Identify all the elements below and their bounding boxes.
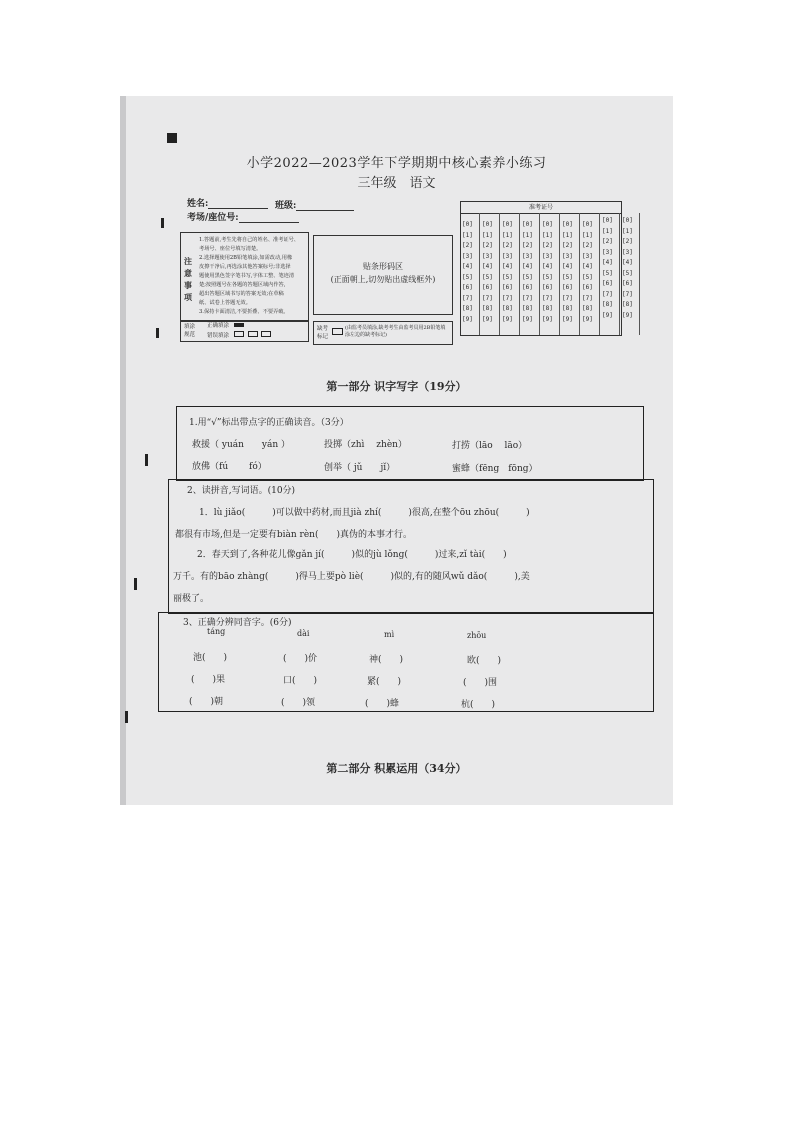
q2-line[interactable]: 2．春天到了,各种花儿像gǎn jí( )似的jù lǒng( )过来,zǐ tài( ) xyxy=(197,550,507,560)
registration-mark xyxy=(125,711,128,723)
exam-digit-bubble[interactable]: [1] xyxy=(522,231,533,239)
exam-digit-bubble[interactable]: [2] xyxy=(602,238,613,245)
exam-digit-bubble[interactable]: [2] xyxy=(562,242,573,249)
question3-box xyxy=(158,612,654,712)
exam-digit-bubble[interactable]: [0] xyxy=(542,221,553,228)
exam-digit-bubble[interactable]: [1] xyxy=(622,227,633,235)
q3-pinyin: zhōu xyxy=(467,631,487,640)
class-blank[interactable] xyxy=(296,210,354,211)
question3-title: 3、正确分辨同音字。(6分) xyxy=(183,618,292,628)
exam-digit-bubble[interactable]: [7] xyxy=(522,294,533,302)
fill-rule-label: 填涂规范 xyxy=(184,324,196,338)
exam-digit-bubble[interactable]: [5] xyxy=(562,273,573,281)
name-blank[interactable] xyxy=(208,208,268,209)
absent-checkbox[interactable] xyxy=(332,328,343,335)
exam-digit-bubble[interactable]: [7] xyxy=(602,290,613,298)
exam-digit-bubble[interactable]: [1] xyxy=(462,231,473,239)
exam-digit-bubble[interactable]: [4] xyxy=(562,263,573,270)
exam-number-column xyxy=(540,213,560,335)
exam-digit-bubble[interactable]: [9] xyxy=(482,315,493,323)
registration-mark xyxy=(167,133,177,143)
question1-title: 1.用“√”标出带点字的正确读音。（3分） xyxy=(189,418,349,428)
exam-digit-bubble[interactable]: [2] xyxy=(502,242,513,249)
exam-digit-bubble[interactable]: [9] xyxy=(562,315,573,323)
q3-item[interactable]: ( )围 xyxy=(463,678,498,688)
exam-number-column xyxy=(500,213,520,335)
q3-item[interactable]: ( )蜂 xyxy=(365,699,400,709)
notice-text xyxy=(199,236,305,317)
exam-digit-bubble[interactable]: [6] xyxy=(542,284,553,291)
exam-number-column xyxy=(480,213,500,335)
exam-digit-bubble[interactable]: [9] xyxy=(522,315,533,323)
q2-line[interactable]: 都很有市场,但是一定要有biàn rèn( )真伪的本事才行。 xyxy=(175,530,412,540)
exam-digit-bubble[interactable]: [4] xyxy=(582,263,593,270)
exam-digit-bubble[interactable]: [7] xyxy=(502,294,513,302)
exam-digit-bubble[interactable]: [3] xyxy=(602,248,613,256)
q3-item[interactable]: 欧( ) xyxy=(467,656,502,666)
exam-digit-bubble[interactable]: [6] xyxy=(562,284,573,291)
exam-digit-bubble[interactable]: [2] xyxy=(622,238,633,245)
notice-line: 3.保持卡面清洁,不要折叠、不要弄破。 xyxy=(199,309,289,315)
exam-number-column xyxy=(580,213,600,335)
exam-subtitle: 三年级 语文 xyxy=(357,176,436,191)
notice-line: 2.选择题使用2B铅笔填涂,如需改动,用橡 xyxy=(199,255,293,261)
registration-mark xyxy=(156,328,159,338)
wrong-fill-label: 错误填涂 xyxy=(207,333,230,339)
exam-digit-bubble[interactable]: [0] xyxy=(462,221,473,228)
wrong-mark-icon xyxy=(261,331,271,337)
notice-line: 皮擦干净后,再选涂其他答案标号;非选择 xyxy=(199,264,291,270)
exam-number-column xyxy=(560,213,580,335)
exam-digit-bubble[interactable]: [0] xyxy=(482,221,493,228)
exam-digit-bubble[interactable]: [8] xyxy=(582,305,593,312)
seat-blank[interactable] xyxy=(239,222,299,223)
exam-digit-bubble[interactable]: [1] xyxy=(602,227,613,235)
exam-digit-bubble[interactable]: [3] xyxy=(562,252,573,260)
exam-digit-bubble[interactable]: [6] xyxy=(602,280,613,287)
wrong-fill-example xyxy=(207,331,271,340)
exam-title: 小学2022—2023学年下学期期中核心素养小练习 xyxy=(246,156,547,171)
exam-digit-bubble[interactable]: [9] xyxy=(622,311,633,319)
q3-item[interactable]: 杭( ) xyxy=(461,700,496,710)
q2-line[interactable]: 万千。有的bāo zhàng( )得马上要pò liè( )似的,有的随风wǔ dǎo( ),美 xyxy=(173,572,530,582)
exam-digit-bubble[interactable]: [8] xyxy=(462,305,473,312)
exam-digit-bubble[interactable]: [5] xyxy=(542,273,553,281)
name-field xyxy=(187,196,268,209)
q3-pinyin: dài xyxy=(297,629,310,638)
exam-digit-bubble[interactable]: [8] xyxy=(622,301,633,308)
exam-digit-bubble[interactable]: [4] xyxy=(482,263,493,270)
exam-digit-bubble[interactable]: [3] xyxy=(502,252,513,260)
exam-digit-bubble[interactable]: [7] xyxy=(582,294,593,302)
exam-digit-bubble[interactable]: [2] xyxy=(582,242,593,249)
exam-digit-bubble[interactable]: [4] xyxy=(542,263,553,270)
wrong-mark-icon xyxy=(234,331,244,337)
question1-box xyxy=(176,406,644,481)
wrong-mark-icon xyxy=(248,331,258,337)
correct-fill-example xyxy=(207,322,244,330)
exam-number-grid xyxy=(460,201,633,336)
exam-digit-bubble[interactable]: [8] xyxy=(482,305,493,312)
question2-box xyxy=(168,479,654,614)
q1-item[interactable]: 创举（ jǔ jǐ） xyxy=(324,463,396,473)
exam-digit-bubble[interactable]: [6] xyxy=(522,284,533,291)
q3-item[interactable]: ( )领 xyxy=(281,698,316,708)
exam-digit-bubble[interactable]: [2] xyxy=(522,242,533,249)
notice-line: 考场号、座位号填写清楚。 xyxy=(199,246,262,252)
exam-number-column xyxy=(520,213,540,335)
part2-title: 第二部分 积累运用（34分） xyxy=(326,762,467,775)
q3-item[interactable]: 紧( ) xyxy=(367,677,402,687)
notice-line: 超出答题区域书写的答案无效;在草稿 xyxy=(199,291,284,297)
q3-item[interactable]: 神( ) xyxy=(369,655,404,665)
exam-digit-bubble[interactable]: [3] xyxy=(542,252,553,260)
seat-label: 考场/座位号: xyxy=(187,213,239,223)
registration-mark xyxy=(134,578,137,590)
exam-digit-bubble[interactable]: [5] xyxy=(622,269,633,277)
exam-digit-bubble[interactable]: [3] xyxy=(482,252,493,260)
exam-digit-bubble[interactable]: [9] xyxy=(582,315,593,323)
photo-edge xyxy=(120,96,126,805)
exam-number-title: 准考证号 xyxy=(461,202,621,214)
exam-digit-bubble[interactable]: [2] xyxy=(542,242,553,249)
exam-digit-bubble[interactable]: [6] xyxy=(502,284,513,291)
exam-digit-bubble[interactable]: [3] xyxy=(462,252,473,260)
q1-item[interactable]: 打捞（lāo lāo） xyxy=(452,441,528,451)
exam-digit-bubble[interactable]: [1] xyxy=(582,231,593,239)
exam-digit-bubble[interactable]: [8] xyxy=(602,301,613,308)
exam-digit-bubble[interactable]: [9] xyxy=(542,315,553,323)
exam-digit-bubble[interactable]: [4] xyxy=(522,263,533,270)
exam-digit-bubble[interactable]: [6] xyxy=(622,280,633,287)
q1-item[interactable]: 救援（ yuán yán ） xyxy=(192,440,291,450)
exam-digit-bubble[interactable]: [1] xyxy=(562,231,573,239)
absent-mark-box xyxy=(313,321,453,345)
seat-field xyxy=(187,210,299,223)
barcode-area xyxy=(313,235,453,315)
exam-digit-bubble[interactable]: [9] xyxy=(602,311,613,319)
exam-digit-bubble[interactable]: [5] xyxy=(462,273,473,281)
exam-digit-bubble[interactable]: [6] xyxy=(462,284,473,291)
notice-box xyxy=(180,232,309,322)
absent-note: (由监考员填涂,缺考考生由监考员用2B铅笔填涂左边的缺考标记) xyxy=(345,325,446,338)
exam-digit-bubble[interactable]: [6] xyxy=(582,284,593,291)
exam-digit-bubble[interactable]: [7] xyxy=(622,290,633,298)
exam-digit-bubble[interactable]: [7] xyxy=(462,294,473,302)
exam-digit-bubble[interactable]: [7] xyxy=(482,294,493,302)
exam-digit-bubble[interactable]: [9] xyxy=(462,315,473,323)
q3-item[interactable]: 池( ) xyxy=(193,653,228,663)
exam-digit-bubble[interactable]: [0] xyxy=(582,221,593,228)
exam-digit-bubble[interactable]: [0] xyxy=(622,217,633,224)
q1-item[interactable]: 放佛（fú fó） xyxy=(192,462,267,472)
notice-title: 注意事项 xyxy=(184,256,192,302)
class-label: 班级: xyxy=(275,201,297,211)
exam-digit-bubble[interactable]: [8] xyxy=(562,305,573,312)
notice-line: 题使用黑色签字笔书写,字体工整、笔迹清 xyxy=(199,273,295,279)
exam-digit-bubble[interactable]: [5] xyxy=(602,269,613,277)
part1-title: 第一部分 识字写字（19分） xyxy=(326,380,467,393)
exam-number-column xyxy=(460,213,480,335)
exam-digit-bubble[interactable]: [4] xyxy=(602,259,613,266)
registration-mark xyxy=(145,454,148,466)
q3-item[interactable]: ( )果 xyxy=(191,675,226,685)
exam-digit-bubble[interactable]: [5] xyxy=(482,273,493,281)
q1-item[interactable]: 蜜蜂（fēng fōng） xyxy=(452,464,538,474)
name-label: 姓名: xyxy=(187,199,209,209)
exam-digit-bubble[interactable]: [4] xyxy=(622,259,633,266)
exam-digit-bubble[interactable]: [0] xyxy=(562,221,573,228)
filled-mark-icon xyxy=(234,323,244,327)
exam-digit-bubble[interactable]: [0] xyxy=(502,221,513,228)
question2-title: 2、读拼音,写词语。(10分) xyxy=(187,486,296,496)
exam-number-column xyxy=(600,213,620,335)
q2-line[interactable]: 1．lù jiǎo( )可以做中药材,而且jià zhí( )很高,在整个ōu zhōu( ) xyxy=(199,508,530,518)
barcode-note: (正面朝上,切勿贴出虚线框外) xyxy=(330,275,436,284)
registration-mark xyxy=(161,218,164,228)
exam-number-column xyxy=(620,213,640,335)
q1-item[interactable]: 投掷（zhì zhèn） xyxy=(324,440,407,450)
exam-digit-bubble[interactable]: [3] xyxy=(582,252,593,260)
exam-digit-bubble[interactable]: [4] xyxy=(462,263,473,270)
fill-rule-box xyxy=(180,320,309,342)
notice-line: 纸、试卷上答题无效。 xyxy=(199,300,251,306)
exam-digit-bubble[interactable]: [2] xyxy=(462,242,473,249)
exam-digit-bubble[interactable]: [0] xyxy=(522,221,533,228)
exam-digit-bubble[interactable]: [3] xyxy=(622,248,633,256)
exam-digit-bubble[interactable]: [8] xyxy=(502,305,513,312)
exam-digit-bubble[interactable]: [1] xyxy=(542,231,553,239)
notice-line: 楚;按照题号在各题的答题区域内作答, xyxy=(199,282,286,288)
exam-digit-bubble[interactable]: [2] xyxy=(482,242,493,249)
exam-digit-bubble[interactable]: [6] xyxy=(482,284,493,291)
q3-pinyin: táng xyxy=(207,627,226,636)
exam-digit-bubble[interactable]: [5] xyxy=(582,273,593,281)
exam-sheet-photo xyxy=(120,96,673,805)
q2-line: 丽极了。 xyxy=(173,594,210,604)
exam-digit-bubble[interactable]: [7] xyxy=(542,294,553,302)
exam-digit-bubble[interactable]: [4] xyxy=(502,263,513,270)
exam-digit-bubble[interactable]: [1] xyxy=(482,231,493,239)
exam-digit-bubble[interactable]: [5] xyxy=(502,273,513,281)
exam-digit-bubble[interactable]: [1] xyxy=(502,231,513,239)
exam-digit-bubble[interactable]: [8] xyxy=(542,305,553,312)
exam-digit-bubble[interactable]: [7] xyxy=(562,294,573,302)
exam-digit-bubble[interactable]: [5] xyxy=(522,273,533,281)
barcode-title: 贴条形码区 xyxy=(363,262,403,271)
q3-item[interactable]: 口( ) xyxy=(283,676,318,686)
q3-item[interactable]: ( )价 xyxy=(283,654,318,664)
absent-label: 缺考标记 xyxy=(317,326,329,340)
q3-pinyin: mì xyxy=(384,630,395,639)
exam-digit-bubble[interactable]: [8] xyxy=(522,305,533,312)
exam-digit-bubble[interactable]: [0] xyxy=(602,217,613,224)
notice-line: 1.答题前,考生先将自己的姓名、准考证号、 xyxy=(199,237,299,243)
correct-fill-label: 正确填涂 xyxy=(207,323,230,329)
q3-item[interactable]: ( )朝 xyxy=(189,697,224,707)
exam-digit-bubble[interactable]: [9] xyxy=(502,315,513,323)
exam-digit-bubble[interactable]: [3] xyxy=(522,252,533,260)
